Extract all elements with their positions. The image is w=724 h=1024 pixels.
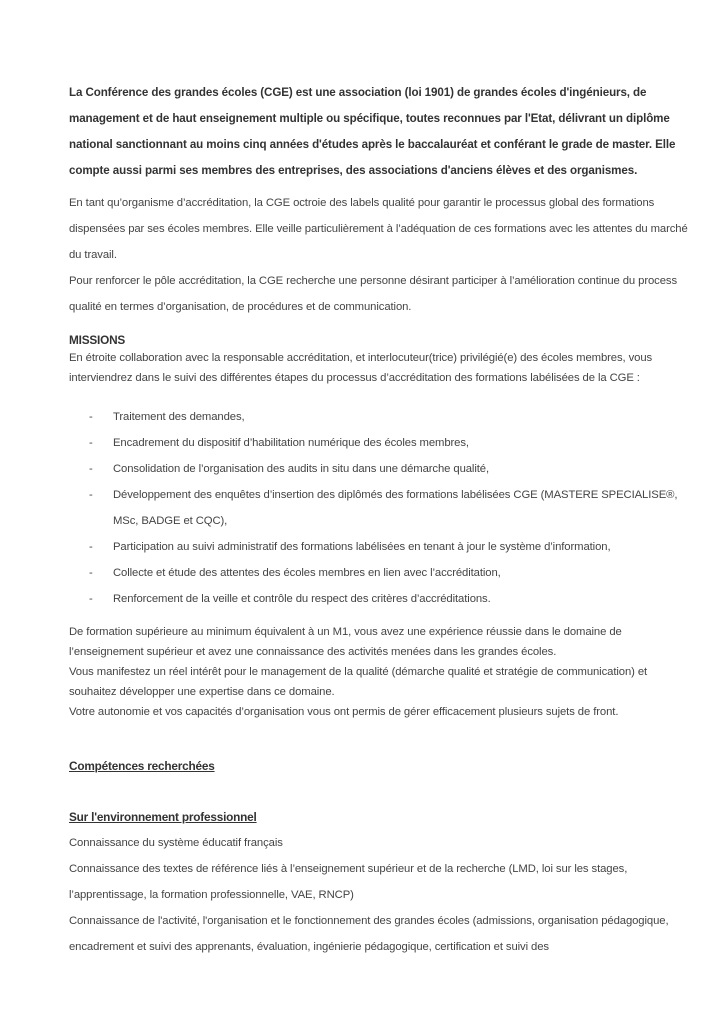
profile-paragraph: De formation supérieure au minimum équivalent à un M1, vous avez une expérience réussie dans le domaine de l’enseignement supérieur et avez une connaissance des activités menées dans les grandes écoles. xyxy=(69,626,622,658)
competence-item: Connaissance de l'activité, l'organisation et le fonctionnement des grandes écoles (admissions, organisation pédagogique, encadrement et suivi des apprenants, évaluation, ingénierie pédagogique, certification et suivi des xyxy=(69,915,669,953)
list-item: - Consolidation de l’organisation des audits in situ dans une démarche qualité, xyxy=(69,456,689,482)
intro-paragraph: La Conférence des grandes écoles (CGE) est une association (loi 1901) de grandes écoles d'ingénieurs, de management et de haut enseignement multiple ou spécifique, toutes reconnues par l'Etat, délivrant un diplôme national sanctionnant au moins cinq années d'études après le baccalauréat et conférant le grade de master. Elle compte aussi parmi ses membres des entreprises, des associations d'anciens élèves et des organismes. xyxy=(69,86,676,177)
list-item: - Encadrement du dispositif d’habilitation numérique des écoles membres, xyxy=(69,430,689,456)
list-item: - Développement des enquêtes d’insertion des diplômés des formations labélisées CGE (MASTERE SPECIALISE®, MSc, BADGE et CQC), xyxy=(69,482,689,534)
environment-subtitle: Sur l'environnement professionnel xyxy=(69,810,257,824)
list-item: - Renforcement de la veille et contrôle du respect des critères d’accréditations. xyxy=(69,586,689,612)
accreditation-paragraph: En tant qu’organisme d’accréditation, la CGE octroie des labels qualité pour garantir le processus global des formations dispensées par ses écoles membres. Elle veille particulièrement à l’adéquation de ces formations avec les attentes du marché du travail. xyxy=(69,197,688,261)
list-item: - Traitement des demandes, xyxy=(69,404,689,430)
list-item: - Participation au suivi administratif des formations labélisées en tenant à jour le système d’information, xyxy=(69,534,689,560)
competences-title: Compétences recherchées xyxy=(69,759,215,773)
profile-paragraph: Votre autonomie et vos capacités d’organisation vous ont permis de gérer efficacement plusieurs sujets de front. xyxy=(69,706,619,718)
page-content xyxy=(69,80,689,960)
competence-item: Connaissance du système éducatif français xyxy=(69,837,283,849)
missions-heading: MISSIONS xyxy=(69,333,126,347)
accreditation-paragraph: Pour renforcer le pôle accréditation, la CGE recherche une personne désirant participer à l’amélioration continue du process qualité en termes d’organisation, de procédures et de communication. xyxy=(69,275,678,313)
missions-intro: En étroite collaboration avec la responsable accréditation, et interlocuteur(trice) privilégié(e) des écoles membres, vous interviendrez dans le suivi des différentes étapes du processus d’accréditation des formations labélisées de la CGE : xyxy=(69,352,653,384)
profile-section xyxy=(69,622,689,722)
list-item: - Collecte et étude des attentes des écoles membres en lien avec l’accréditation, xyxy=(69,560,689,586)
missions-list xyxy=(69,404,689,612)
competence-item: Connaissance des textes de référence liés à l’enseignement supérieur et de la recherche (LMD, loi sur les stages, l’apprentissage, la formation professionnelle, VAE, RNCP) xyxy=(69,863,628,901)
profile-paragraph: Vous manifestez un réel intérêt pour le management de la qualité (démarche qualité et stratégie de communication) et souhaitez développer une expertise dans ce domaine. xyxy=(69,666,648,698)
